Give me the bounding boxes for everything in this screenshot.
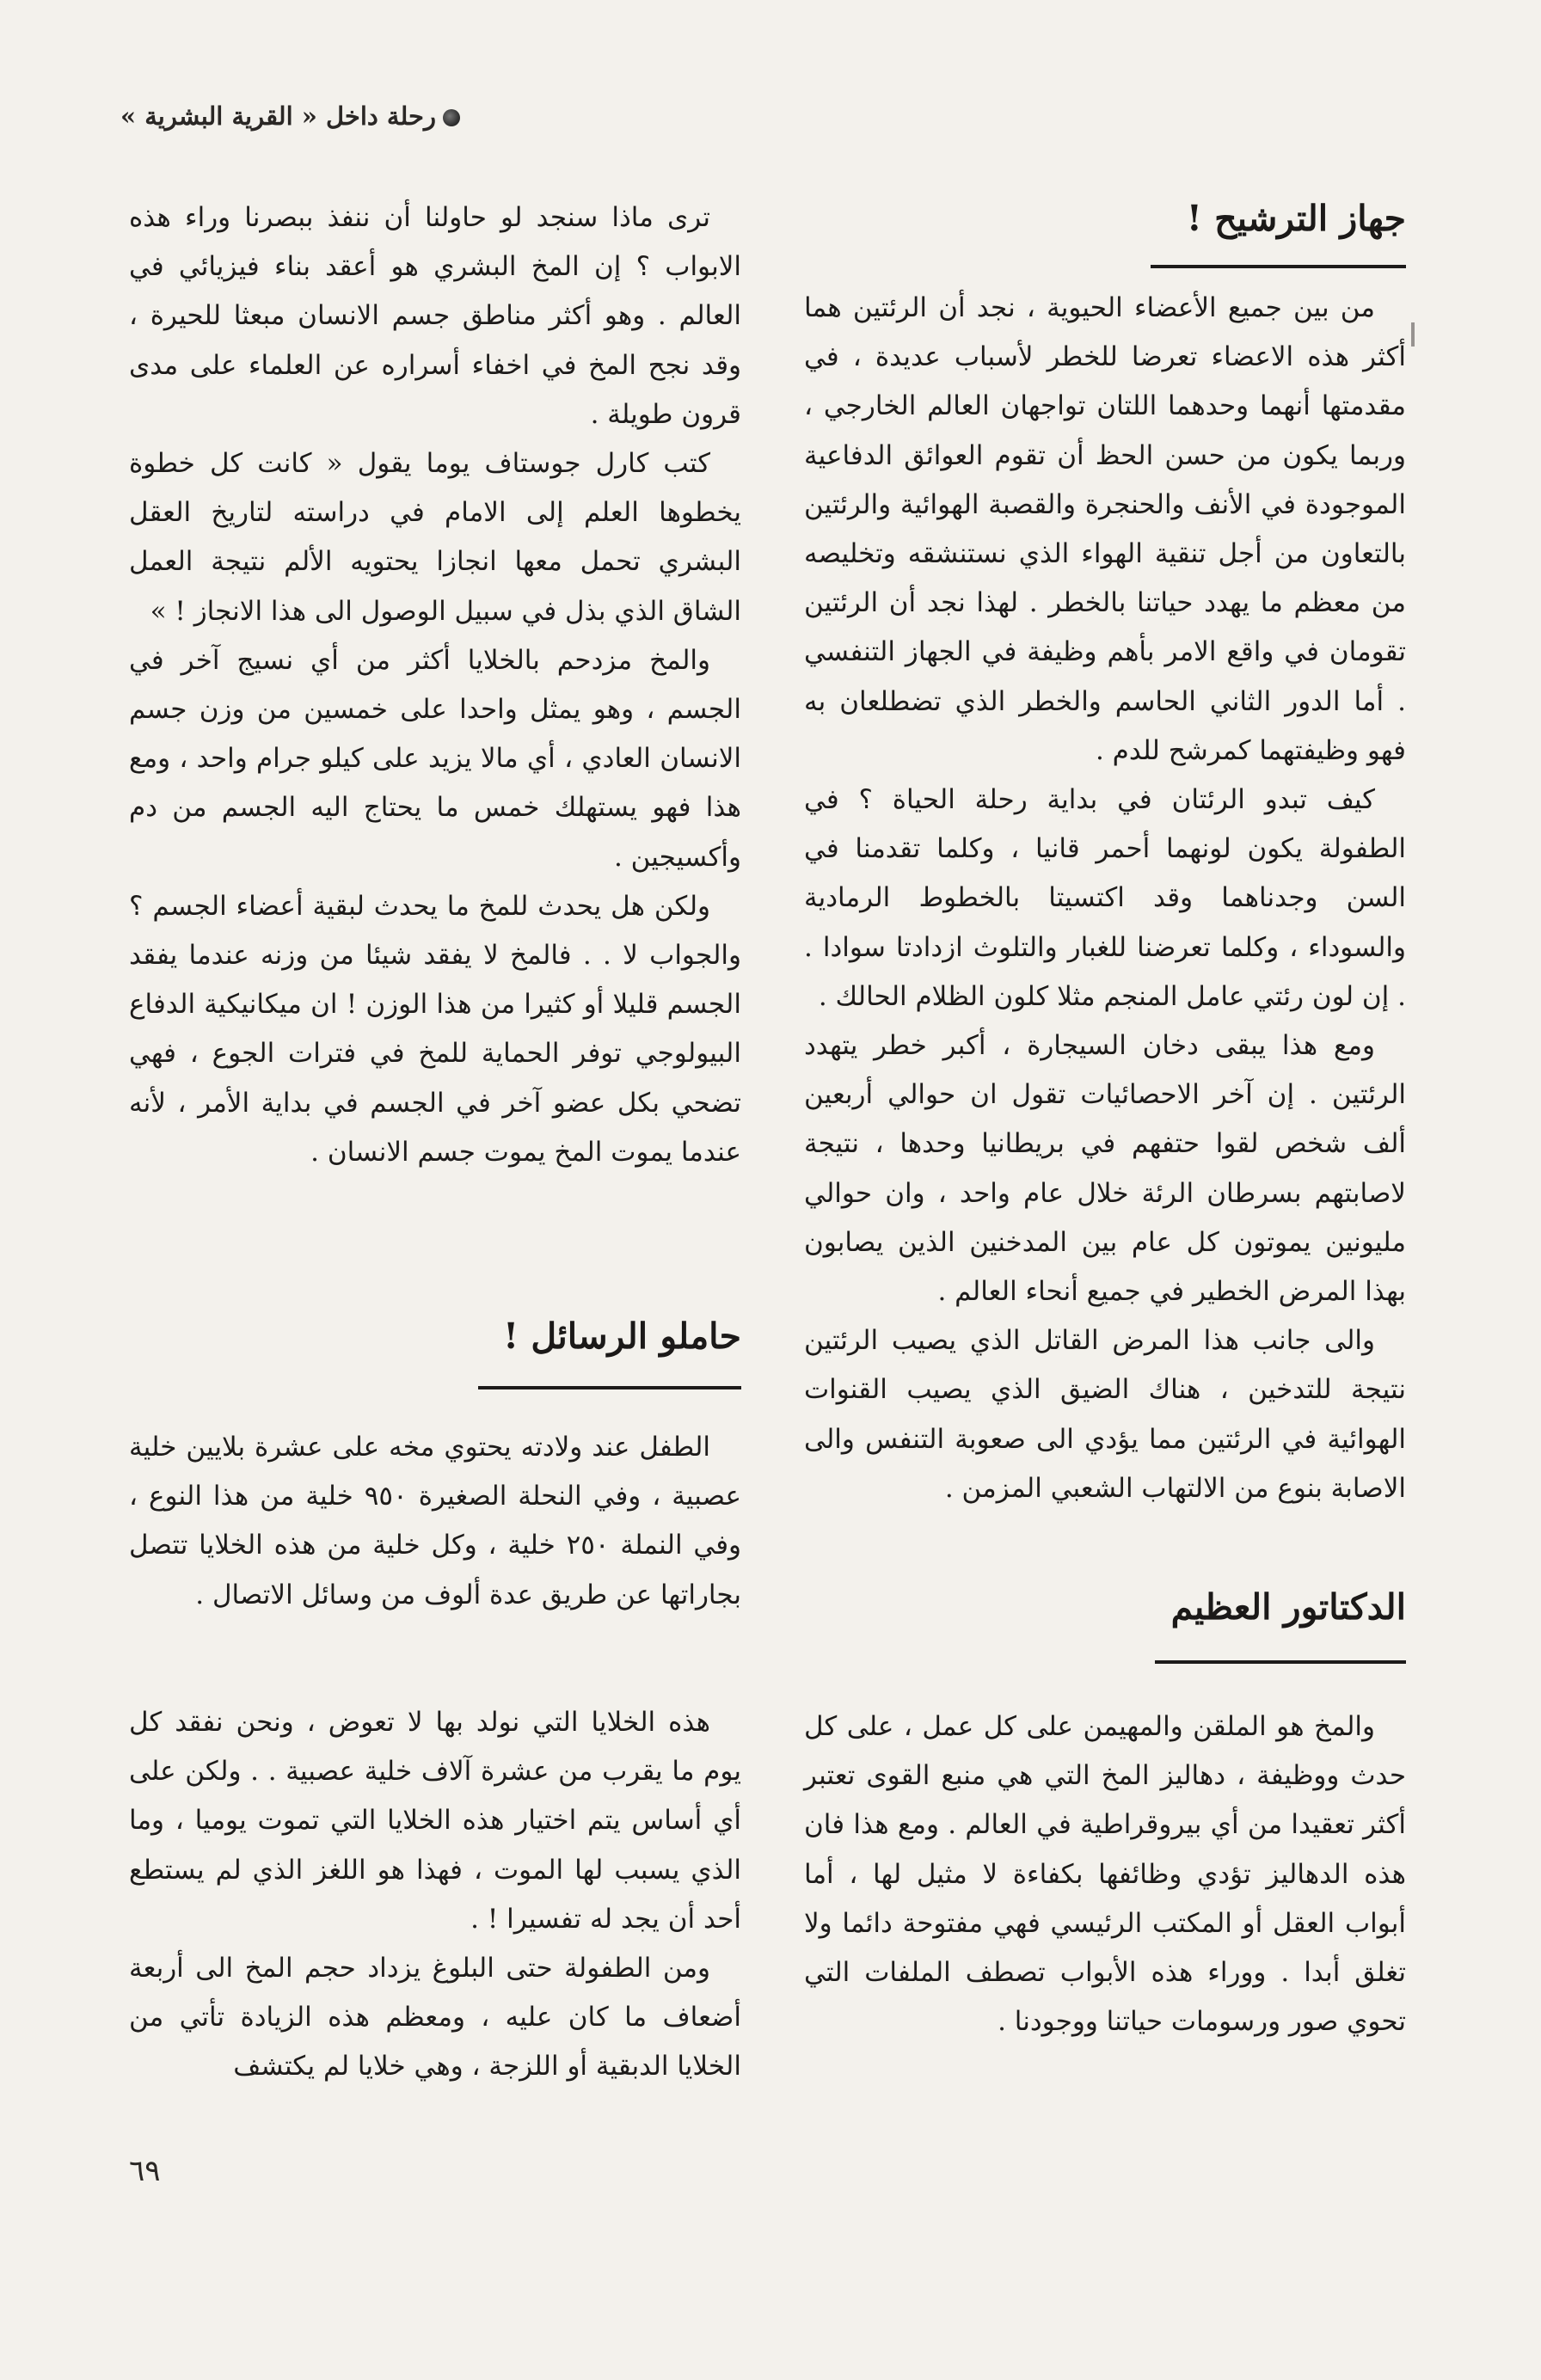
paragraph: ترى ماذا سنجد لو حاولنا أن ننفذ ببصرنا وراء هذه الابواب ؟ إن المخ البشري هو أعقد بناء فيزيائي في العالم . وهو أكثر مناطق جسم الانسان مبعثا للحيرة ، وقد نجح المخ في اخفاء أسراره عن العلماء على مدى قرون طويلة . xyxy=(129,202,741,430)
section-body-dictator xyxy=(804,1702,1406,2046)
paragraph: ولكن هل يحدث للمخ ما يحدث لبقية أعضاء الجسم ؟ والجواب لا . . فالمخ لا يفقد شيئا من وزنه عندما يفقد الجسم قليلا أو كثيرا من هذا الوزن ! ان ميكانيكية الدفاع البيولوجي توفر الحماية للمخ في فترات الجوع ، فهي تضحي بكل عضو آخر في الجسم في بداية الأمر ، لأنه عندما يموت المخ يموت جسم الانسان . xyxy=(129,890,741,1168)
paragraph: والمخ هو الملقن والمهيمن على كل عمل ، على كل حدث ووظيفة ، دهاليز المخ التي هي منبع القوى تعتبر أكثر تعقيدا من أي بيروقراطية في العالم . ومع هذا فان هذه الدهاليز تؤدي وظائفها بكفاءة لا مثيل لها ، أما أبواب العقل أو المكتب الرئيسي فهي مفتوحة دائما ولا تغلق أبدا . ووراء هذه الأبواب تصطف الملفات التي تحوي صور ورسومات حياتنا ووجودنا . xyxy=(804,1711,1406,2038)
running-head-text: رحلة داخل « القرية البشرية » xyxy=(120,101,436,131)
section-title-dictator: الدكتاتور العظيم xyxy=(1170,1586,1406,1628)
section-body-filter xyxy=(804,284,1406,1513)
paragraph: ومن الطفولة حتى البلوغ يزداد حجم المخ الى أربعة أضعاف ما كان عليه ، ومعظم هذه الزيادة تأتي من الخلايا الدبقية أو اللزجة ، وهي خلايا لم يكتشف xyxy=(129,1953,741,2082)
bullet-icon xyxy=(443,109,460,126)
section-rule-messengers xyxy=(478,1386,741,1389)
paragraph: والى جانب هذا المرض القاتل الذي يصيب الرئتين نتيجة للتدخين ، هناك الضيق الذي يصيب القنوات الهوائية في الرئتين مما يؤدي الى صعوبة التنفس والى الاصابة بنوع من الالتهاب الشعبي المزمن . xyxy=(804,1325,1406,1504)
section-body-brain xyxy=(129,193,741,1177)
paragraph: كيف تبدو الرئتان في بداية رحلة الحياة ؟ في الطفولة يكون لونهما أحمر قانيا ، وكلما تقدمنا في السن وجدناهما وقد اكتسيتا بالخطوط الرمادية والسوداء ، وكلما تعرضنا للغبار والتلوث ازدادتا سوادا . . إن لون رئتي عامل المنجم مثلا كلون الظلام الحالك . xyxy=(804,784,1406,1012)
paragraph: الطفل عند ولادته يحتوي مخه على عشرة بلايين خلية عصبية ، وفي النحلة الصغيرة ٩٥٠ خلية من هذا النوع ، وفي النملة ٢٥٠ خلية ، وكل خلية من هذه الخلايا تتصل بجاراتها عن طريق عدة ألوف من وسائل الاتصال . xyxy=(129,1432,742,1610)
paragraph: ومع هذا يبقى دخان السيجارة ، أكبر خطر يتهدد الرئتين . إن آخر الاحصائيات تقول ان حوالي أربعين ألف شخص لقوا حتفهم في بريطانيا وحدها ، نتيجة لاصابتهم بسرطان الرئة خلال عام واحد ، وان حوالي مليونين يموتون كل عام بين المدخنين الذين يصابون بهذا المرض الخطير في جميع أنحاء العالم . xyxy=(804,1030,1406,1308)
running-head xyxy=(120,101,774,131)
margin-mark xyxy=(1411,322,1415,347)
section-rule-dictator xyxy=(1155,1660,1406,1664)
section-title-messengers: حاملو الرسائل ! xyxy=(503,1316,741,1357)
paragraph: هذه الخلايا التي نولد بها لا تعوض ، ونحن نفقد كل يوم ما يقرب من عشرة آلاف خلية عصبية . . ولكن على أي أساس يتم اختيار هذه الخلايا التي تموت يوميا ، وما الذي يسبب لها الموت ، فهذا هو اللغز الذي لم يستطع أحد أن يجد له تفسيرا ! . xyxy=(129,1707,742,1935)
paragraph: والمخ مزدحم بالخلايا أكثر من أي نسيج آخر في الجسم ، وهو يمثل واحدا على خمسين من وزن جسم الانسان العادي ، أي مالا يزيد على كيلو جرام واحد ، ومع هذا فهو يستهلك خمس ما يحتاج اليه الجسم من دم وأكسيجين . xyxy=(129,644,741,873)
section-rule-filter xyxy=(1151,265,1406,268)
paragraph: من بين جميع الأعضاء الحيوية ، نجد أن الرئتين هما أكثر هذه الاعضاء تعرضا للخطر لأسباب عديدة ، في مقدمتها أنهما وحدهما اللتان تواجهان العالم الخارجي ، وربما يكون من حسن الحظ أن تقوم العوائق الدفاعية الموجودة في الأنف والحنجرة والقصبة الهوائية والرئتين بالتعاون من أجل تنقية الهواء الذي نستنشقه وتخليصه من معظم ما يهدد حياتنا بالخطر . لهذا نجد أن الرئتين تقومان في واقع الامر بأهم وظيفة في الجهاز التنفسي . أما الدور الثاني الحاسم والخطر الذي تضطلعان به فهو وظيفتهما كمرشح للدم . xyxy=(804,292,1406,766)
page-number: ٦٩ xyxy=(129,2154,161,2188)
section-title-filter: جهاز الترشيح ! xyxy=(1186,198,1406,239)
paragraph: كتب كارل جوستاف يوما يقول « كانت كل خطوة يخطوها العلم إلى الامام في دراسته لتاريخ العقل البشري تحمل معها انجازا يحتويه الألم نتيجة العمل الشاق الذي بذل في سبيل الوصول الى هذا الانجاز ! » xyxy=(129,448,741,627)
section-body-messengers-2 xyxy=(129,1698,741,2092)
section-body-messengers-1 xyxy=(129,1423,741,1620)
